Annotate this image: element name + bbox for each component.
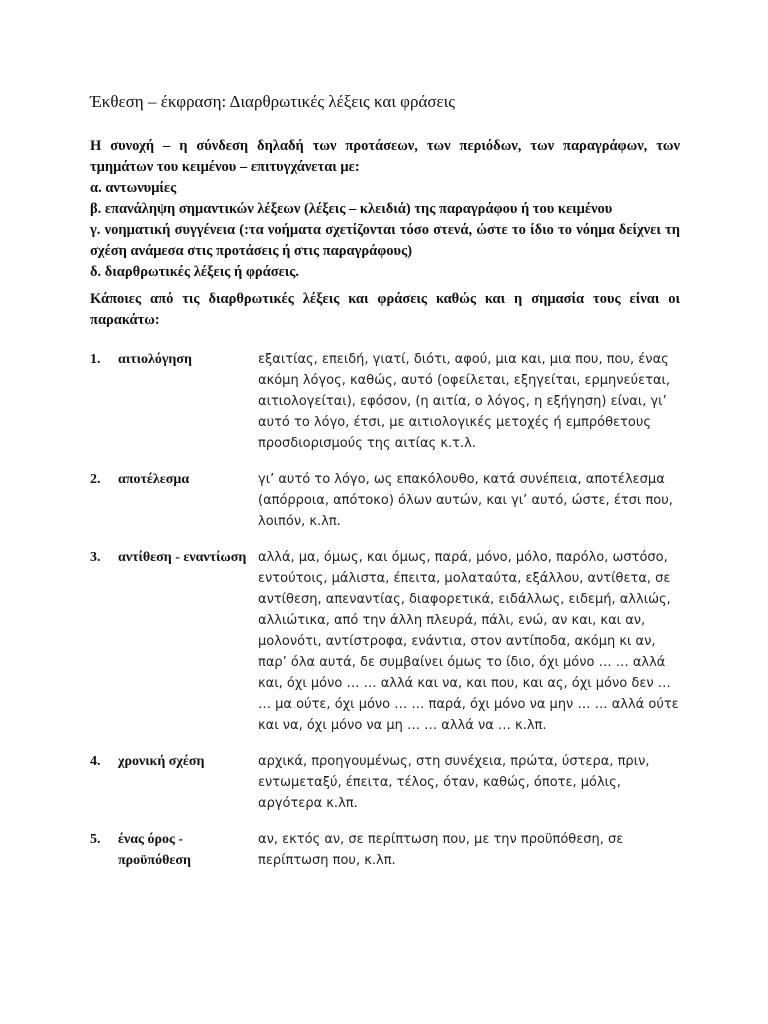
item-description: αν, εκτός αν, σε περίπτωση που, με την προϋπόθεση, σε περίπτωση που, κ.λπ. — [258, 832, 624, 868]
item-number: 5. — [90, 832, 101, 847]
item-description: αρχικά, προηγουμένως, στη συνέχεια, πρώτα, ύστερα, πριν, εντωμεταξύ, έπειτα, τέλος, όταν, καθώς, όποτε, μόλις, αργότερα κ.λπ. — [258, 754, 650, 811]
intro-paragraph: Η συνοχή – η σύνδεση δηλαδή των προτάσεων, των περιόδων, των παραγράφων, των τμημάτων του κειμένου – επιτυγχάνεται με: — [90, 138, 680, 175]
intro-item-d: δ. διαρθρωτικές λέξεις ή φράσεις. — [90, 264, 300, 280]
item-description: εξαιτίας, επειδή, γιατί, διότι, αφού, μια και, μια που, που, ένας ακόμη λόγος, καθώς, αυτό (οφείλεται, εξηγείται, ερμηνεύεται, αιτιολογείται), εφόσον, (η αιτία, ο λόγος, η εξήγηση) είναι, γι’ αυτό το λόγο, έτσι, με αιτιολογικές μετοχές ή εμπρόθετους προσδιορισμούς της αιτίας κ.τ.λ. — [258, 352, 671, 451]
list-item — [90, 751, 680, 814]
intro-item-c: γ. νοηματική συγγένεια (:τα νοήματα σχετίζονται τόσο στενά, ώστε το ίδιο το νόημα δείχνει τη σχέση ανάμεσα στις προτάσεις ή στις παραγράφους) — [90, 222, 680, 259]
item-term: ένας όρος - προϋπόθεση — [118, 832, 191, 868]
item-term: αιτιολόγηση — [118, 352, 192, 367]
intro-item-a: α. αντωνυμίες — [90, 180, 177, 196]
intro-lead: Κάποιες από τις διαρθρωτικές λέξεις και φράσεις καθώς και η σημασία τους είναι οι παρακάτω: — [90, 291, 680, 328]
item-number: 3. — [90, 550, 101, 565]
item-description: αλλά, μα, όμως, και όμως, παρά, μόνο, μόλο, παρόλο, ωστόσο, εντούτοις, μάλιστα, έπειτα, μολαταύτα, εξάλλου, αντίθετα, σε αντίθεση, απεναντίας, διαφορετικά, ειδάλλως, ειδεμή, αλλιώς, αλλιώτικα, από την άλλη πλευρά, πάλι, ενώ, αν και, και αν, μολονότι, αντίστροφα, ενάντια, στον αντίποδα, ακόμη κι αν, παρ’ όλα αυτά, δε συμβαίνει όμως το ίδιο, όχι μόνο … … αλλά και, όχι μόνο … … αλλά και να, και που, και ας, όχι μόνο δεν … … μα ούτε, όχι μόνο … … παρά, όχι μόνο να μην … … αλλά ούτε και να, όχι μόνο να μη … … αλλά να … κ.λπ. — [258, 550, 679, 733]
document-title: Έκθεση – έκφραση: Διαρθρωτικές λέξεις και φράσεις — [90, 92, 455, 111]
list-item — [90, 547, 680, 736]
item-term: αντίθεση - εναντίωση — [118, 550, 247, 565]
list-item — [90, 349, 680, 454]
list-item — [90, 469, 680, 532]
item-description: γι’ αυτό το λόγο, ως επακόλουθο, κατά συνέπεια, αποτέλεσμα (απόρροια, απότοκο) όλων αυτών, και γι’ αυτό, ώστε, έτσι που, λοιπόν, κ.λπ. — [258, 472, 673, 529]
intro-item-b: β. επανάληψη σημαντικών λέξεων (λέξεις – κλειδιά) της παραγράφου ή του κειμένου — [90, 201, 613, 217]
item-term: αποτέλεσμα — [118, 472, 190, 487]
connectives-list — [90, 349, 680, 871]
list-item — [90, 829, 680, 871]
item-number: 4. — [90, 754, 101, 769]
item-number: 2. — [90, 472, 101, 487]
intro-section — [90, 136, 680, 331]
item-term: χρονική σχέση — [118, 754, 205, 769]
item-number: 1. — [90, 352, 101, 367]
